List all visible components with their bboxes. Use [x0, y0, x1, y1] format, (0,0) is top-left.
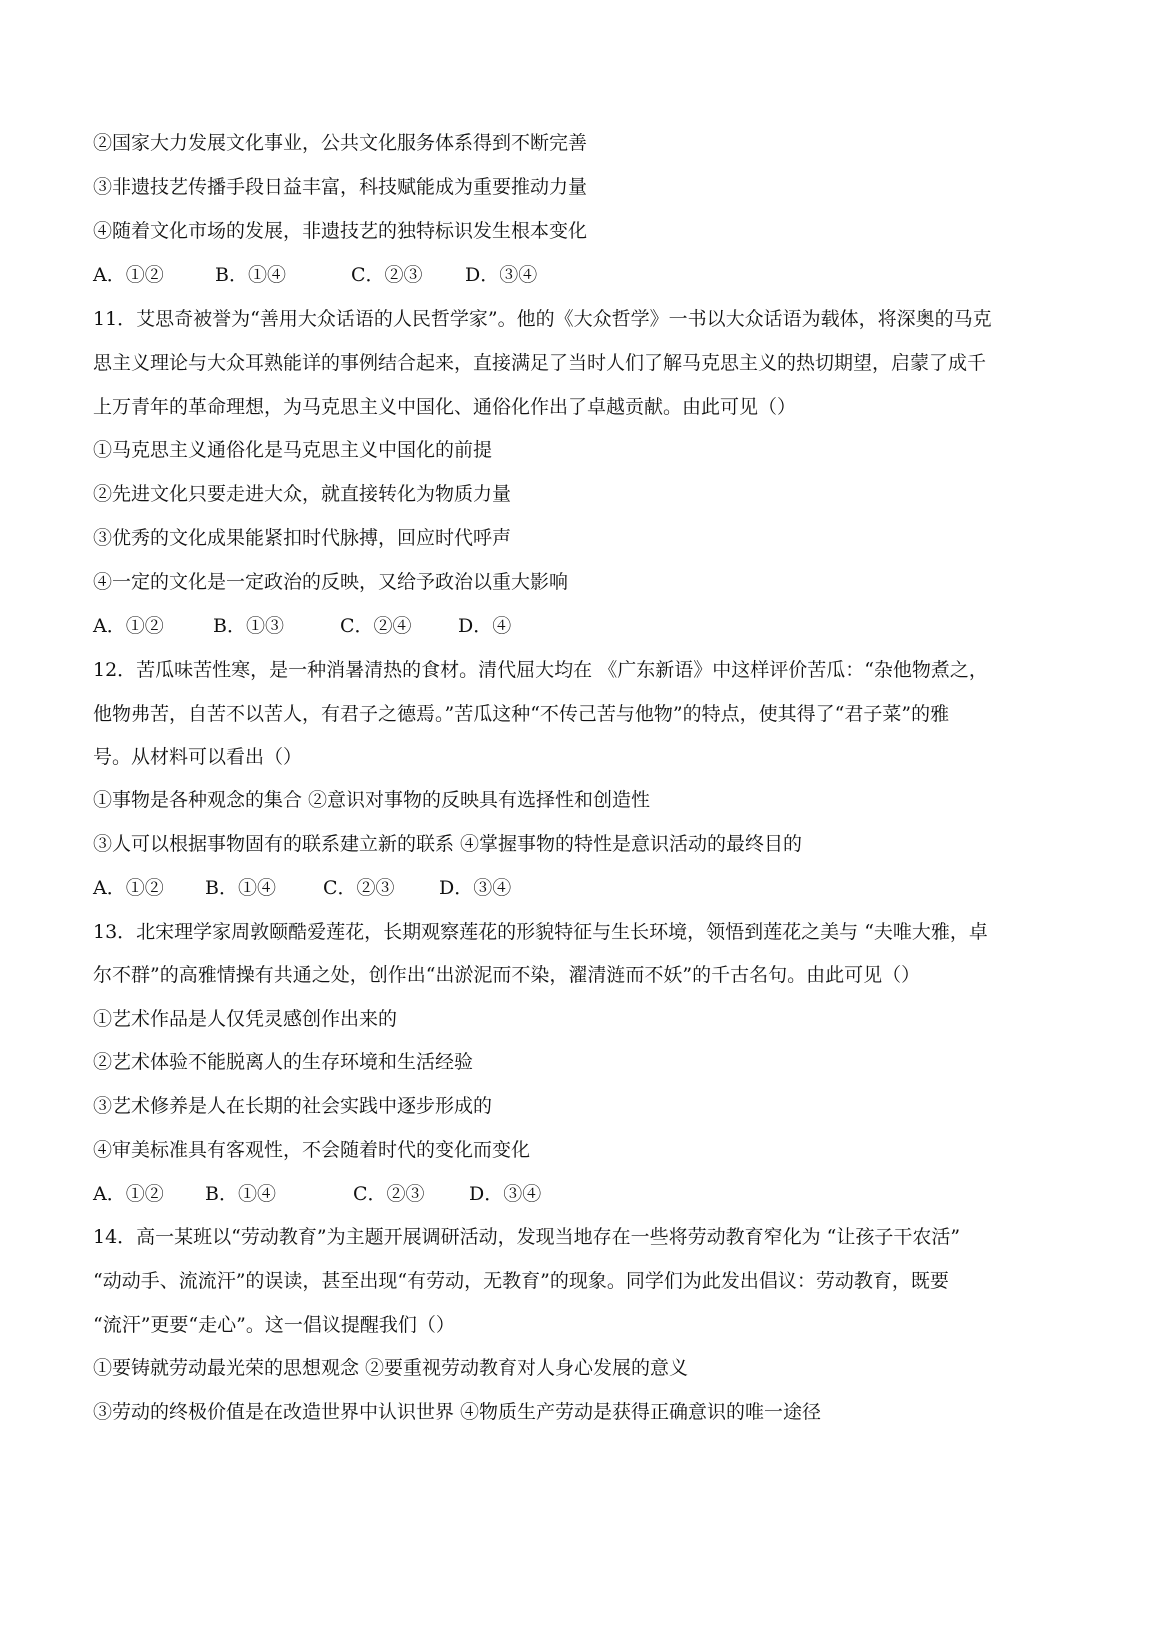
q11-statement-1: ①马克思主义通俗化是马克思主义中国化的前提 — [93, 439, 493, 461]
q11-stem-line-3: 上万青年的革命理想，为马克思主义中国化、通俗化作出了卓越贡献。由此可见（） — [93, 396, 797, 418]
q13-option-a: A．①② — [93, 1183, 164, 1205]
q11-statement-2: ②先进文化只要走进大众，就直接转化为物质力量 — [93, 483, 512, 505]
q10-options — [93, 263, 537, 287]
q14-stem-line-1: 14．高一某班以“劳动教育”为主题开展调研活动，发现当地存在一些将劳动教育窄化为 “让孩子干农活” — [93, 1226, 961, 1248]
q11-options — [93, 614, 511, 638]
q10-option-d: D．③④ — [465, 264, 538, 286]
q14-statements-3-4: ③劳动的终极价值是在改造世界中认识世界 ④物质生产劳动是获得正确意识的唯一途径 — [93, 1401, 822, 1423]
q12-stem-line-3: 号。从材料可以看出（） — [93, 746, 303, 768]
q12-stem-line-1: 12．苦瓜味苦性寒，是一种消暑清热的食材。清代屈大均在 《广东新语》中这样评价苦瓜：“杂他物煮之， — [93, 659, 988, 681]
q12-stem-line-2: 他物弗苦，自苦不以苦人，有君子之德焉。”苦瓜这种“不传己苦与他物”的特点，使其得了“君子菜”的雅 — [93, 703, 950, 725]
q12-option-a: A．①② — [93, 877, 164, 899]
q11-option-d: D．④ — [458, 615, 512, 637]
q13-option-b: B．①④ — [205, 1183, 276, 1205]
q13-statement-4: ④审美标准具有客观性，不会随着时代的变化而变化 — [93, 1139, 531, 1161]
q11-stem-line-2: 思主义理论与大众耳熟能详的事例结合起来，直接满足了当时人们了解马克思主义的热切期望，启蒙了成千 — [93, 352, 987, 374]
q13-stem-line-1: 13．北宋理学家周敦颐酷爱莲花，长期观察莲花的形貌特征与生长环境，领悟到莲花之美与 “夫唯大雅，卓 — [93, 921, 988, 943]
q12-statements-3-4: ③人可以根据事物固有的联系建立新的联系 ④掌握事物的特性是意识活动的最终目的 — [93, 833, 803, 855]
q13-option-c: C．②③ — [353, 1183, 425, 1205]
q13-statement-2: ②艺术体验不能脱离人的生存环境和生活经验 — [93, 1051, 474, 1073]
q11-stem-line-1: 11．艾思奇被誉为“善用大众话语的人民哲学家”。他的《大众哲学》一书以大众话语为载体，将深奥的马克 — [93, 308, 992, 330]
q12-option-b: B．①④ — [205, 877, 276, 899]
q11-option-a: A．①② — [93, 615, 164, 637]
q10-statement-3: ③非遗技艺传播手段日益丰富，科技赋能成为重要推动力量 — [93, 176, 588, 198]
q11-option-b: B．①③ — [213, 615, 284, 637]
q14-stem-line-3: “流汗”更要“走心”。这一倡议提醒我们（） — [93, 1314, 455, 1336]
q12-option-c: C．②③ — [323, 877, 395, 899]
q13-options — [93, 1182, 541, 1206]
q13-stem-line-2: 尔不群”的高雅情操有共通之处，创作出“出淤泥而不染，濯清涟而不妖”的千古名句。由此可见（） — [93, 964, 921, 986]
q12-options — [93, 876, 511, 900]
q11-statement-4: ④一定的文化是一定政治的反映，又给予政治以重大影响 — [93, 571, 569, 593]
q14-statements-1-2: ①要铸就劳动最光荣的思想观念 ②要重视劳动教育对人身心发展的意义 — [93, 1357, 689, 1379]
q10-option-c: C．②③ — [351, 264, 423, 286]
q10-statement-2: ②国家大力发展文化事业，公共文化服务体系得到不断完善 — [93, 132, 588, 154]
q13-statement-1: ①艺术作品是人仅凭灵感创作出来的 — [93, 1008, 398, 1030]
q10-option-a: A．①② — [93, 264, 164, 286]
q12-option-d: D．③④ — [439, 877, 512, 899]
q13-statement-3: ③艺术修养是人在长期的社会实践中逐步形成的 — [93, 1095, 493, 1117]
q13-option-d: D．③④ — [469, 1183, 542, 1205]
q14-stem-line-2: “动动手、流流汗”的误读，甚至出现“有劳动，无教育”的现象。同学们为此发出倡议：劳动教育，既要 — [93, 1270, 949, 1292]
q10-option-b: B．①④ — [215, 264, 286, 286]
q11-option-c: C．②④ — [340, 615, 412, 637]
q11-statement-3: ③优秀的文化成果能紧扣时代脉搏，回应时代呼声 — [93, 527, 512, 549]
q12-statements-1-2: ①事物是各种观念的集合 ②意识对事物的反映具有选择性和创造性 — [93, 789, 651, 811]
q10-statement-4: ④随着文化市场的发展，非遗技艺的独特标识发生根本变化 — [93, 220, 588, 242]
